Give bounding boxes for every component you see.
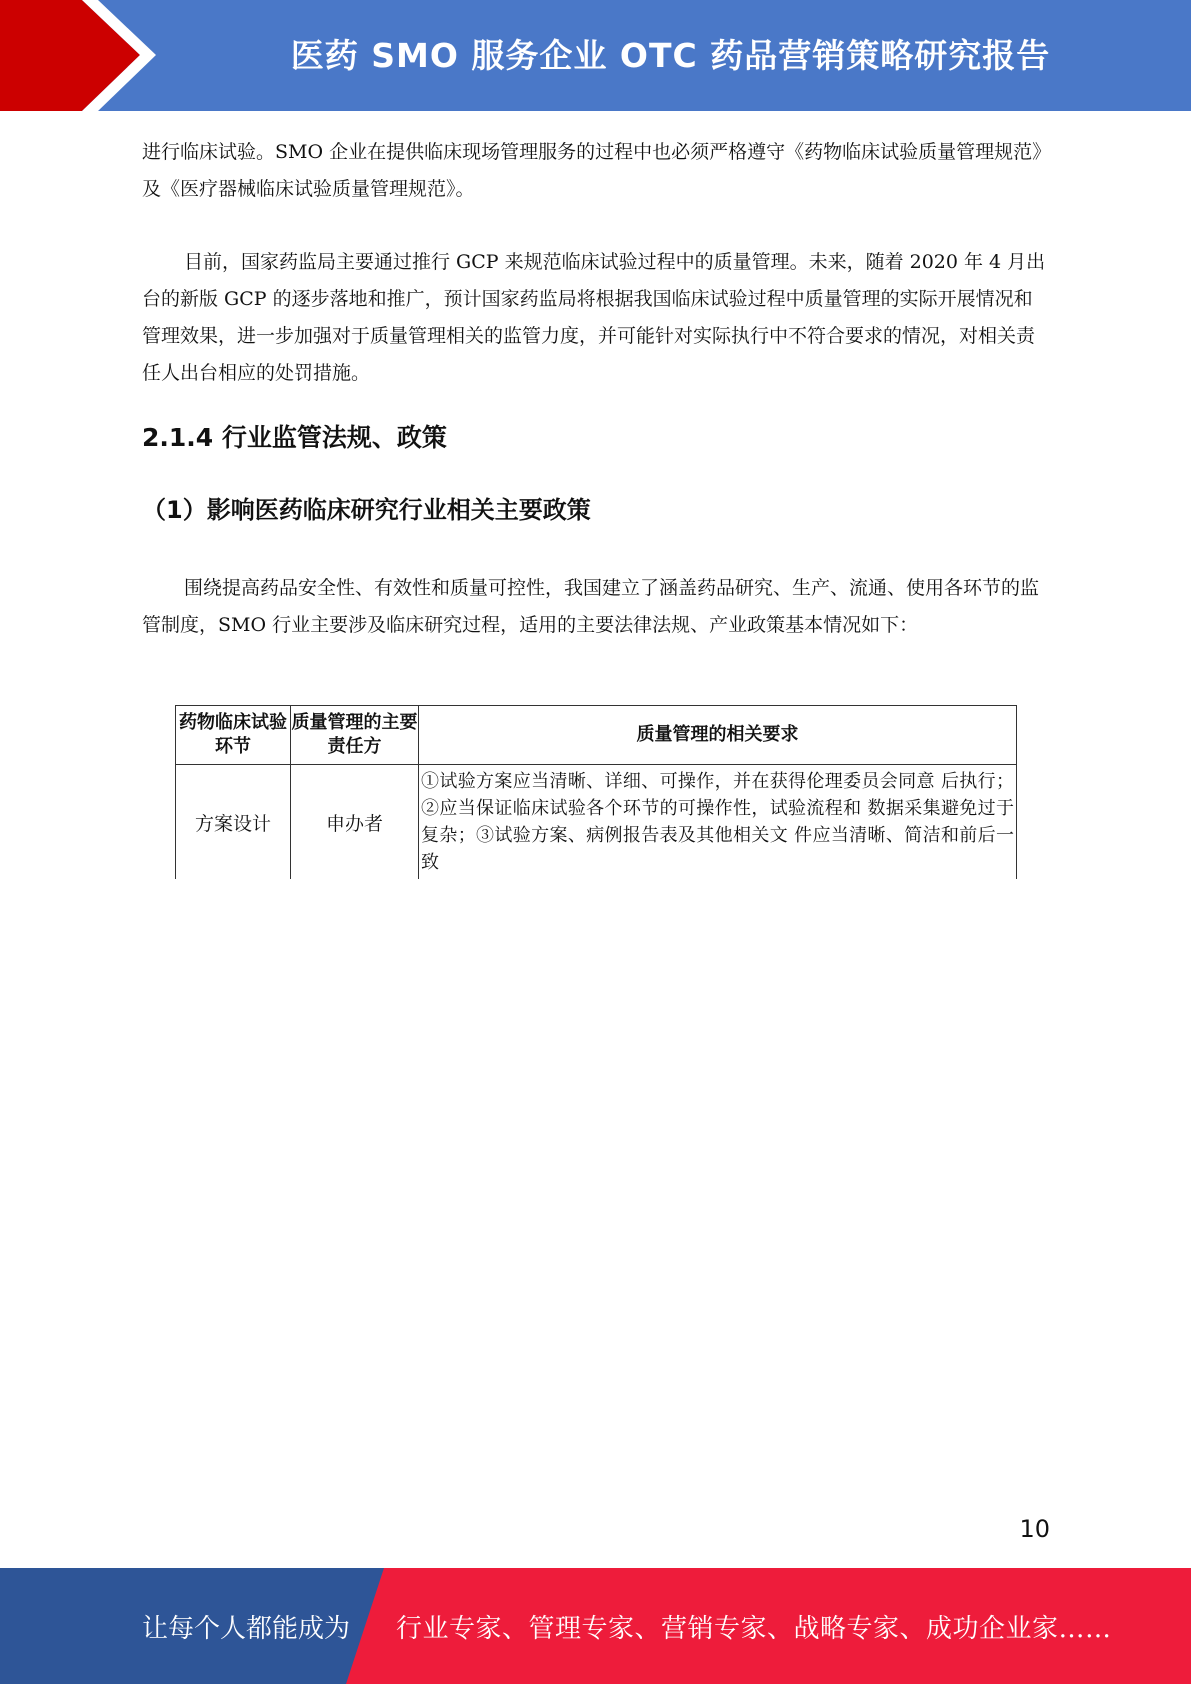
table-header-cell: 质量管理的相关要求 — [419, 706, 1017, 765]
body-paragraph: 围绕提高药品安全性、有效性和质量可控性，我国建立了涵盖药品研究、生产、流通、使用各环节的监管制度，SMO 行业主要涉及临床研究过程，适用的主要法律法规、产业政策基本情况如下： — [142, 577, 1040, 636]
page-header — [0, 0, 1191, 111]
table-cell-stage: 方案设计 — [176, 765, 291, 880]
footer-slogan-right: 行业专家、管理专家、营销专家、战略专家、成功企业家…… — [396, 1613, 1112, 1644]
table-header-cell: 药物临床试验环节 — [176, 706, 291, 765]
page-number: 10 — [1019, 1515, 1050, 1543]
body-paragraph: 目前，国家药监局主要通过推行 GCP 来规范临床试验过程中的质量管理。未来，随着 2020 年 4 月出台的新版 GCP 的逐步落地和推广，预计国家药监局将根据我国临床试验过程中质量管理的实际开展情况和管理效果，进一步加强对于质量管理相关的监管力度，并可能针对实际执行中不符合要求的情况，对相关责任人出台相应的处罚措施。 — [142, 251, 1046, 384]
table-header-cell: 质量管理的主要责任方 — [291, 706, 419, 765]
header-arrow-decoration — [0, 0, 160, 111]
page-footer — [0, 1568, 1191, 1684]
table-row — [176, 765, 1017, 880]
quality-requirements-table — [175, 705, 1017, 879]
table-cell-party: 申办者 — [291, 765, 419, 880]
table-cell-requirement: ①试验方案应当清晰、详细、可操作，并在获得伦理委员会同意 后执行；②应当保证临床试验各个环节的可操作性，试验流程和 数据采集避免过于复杂；③试验方案、病例报告表及其他相关文 件应当清晰、简洁和前后一致 — [419, 765, 1017, 880]
report-title: 医药 SMO 服务企业 OTC 药品营销策略研究报告 — [290, 35, 1051, 75]
footer-slogan-left: 让每个人都能成为 — [142, 1613, 351, 1644]
body-paragraph: 进行临床试验。SMO 企业在提供临床现场管理服务的过程中也必须严格遵守《药物临床试验质量管理规范》及《医疗器械临床试验质量管理规范》。 — [142, 141, 1042, 200]
section-heading: 2.1.4 行业监管法规、政策 — [142, 423, 447, 452]
subsection-heading: （1）影响医药临床研究行业相关主要政策 — [142, 496, 591, 524]
table-header-row — [176, 706, 1017, 765]
